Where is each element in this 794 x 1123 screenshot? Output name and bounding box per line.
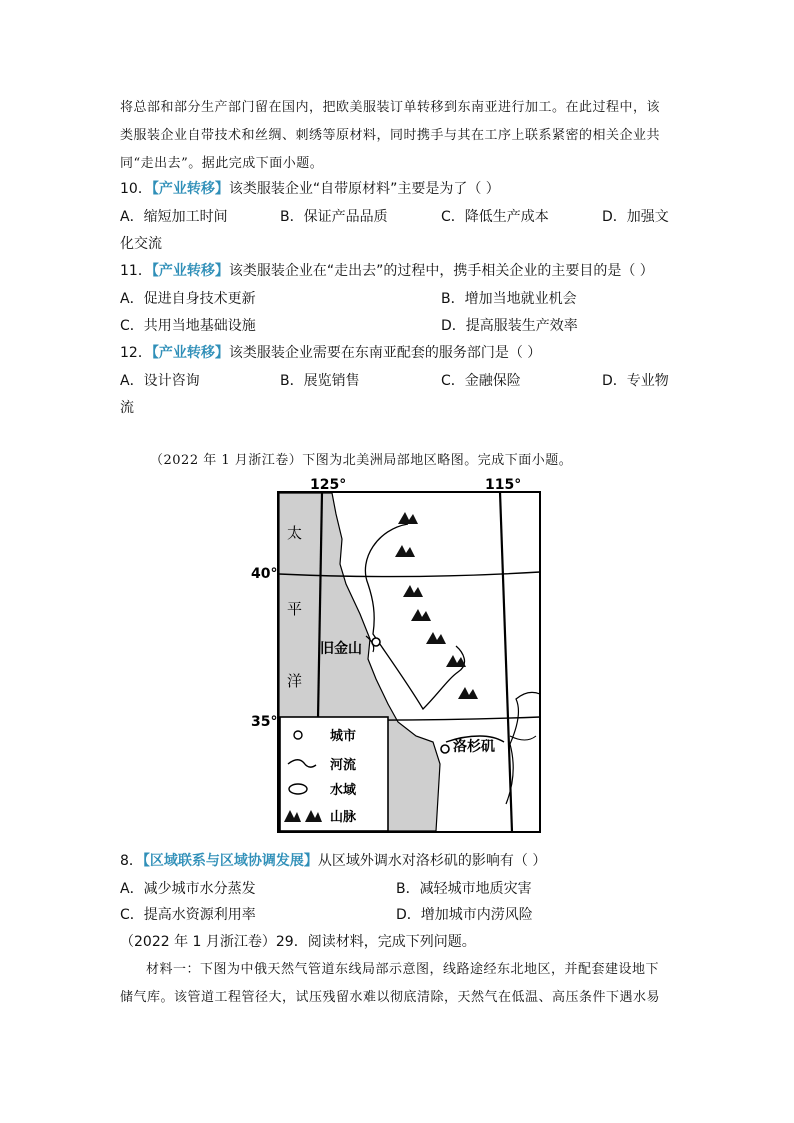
q10-option-a: A．缩短加工时间 xyxy=(120,209,228,225)
label-lat-35: 35° xyxy=(251,714,278,730)
legend-label-water: 水域 xyxy=(330,783,357,798)
q8-option-c: C．提高水资源利用率 xyxy=(120,907,256,923)
label-ocean-3: 洋 xyxy=(287,672,303,690)
question-tag: 【产业转移】 xyxy=(151,181,229,197)
q12-option-d-wrap: 流 xyxy=(120,400,134,416)
q11-option-b: B．增加当地就业机会 xyxy=(441,291,577,307)
legend-city-icon xyxy=(294,731,302,739)
q12-option-a: A．设计咨询 xyxy=(120,373,200,389)
label-ocean-2: 平 xyxy=(287,600,303,618)
question-stem: 该类服装企业需要在东南亚配套的服务部门是（ ） xyxy=(228,345,542,361)
question-12 xyxy=(120,342,541,362)
q12-option-b: B．展览销售 xyxy=(280,373,360,389)
q10-option-c: C．降低生产成本 xyxy=(441,209,549,225)
question-8 xyxy=(120,850,546,870)
question-tag: 【产业转移】 xyxy=(151,263,229,279)
city-los-angeles xyxy=(441,745,449,753)
question-stem: 从区域外调水对洛杉矶的影响有（ ） xyxy=(317,853,547,869)
map-intro: （2022 年 1 月浙江卷）下图为北美洲局部地区略图。完成下面小题。 xyxy=(150,453,573,468)
intro-line-3: 同“走出去”。据此完成下面小题。 xyxy=(120,156,324,171)
label-san-francisco: 旧金山 xyxy=(320,641,362,657)
label-los-angeles: 洛杉矶 xyxy=(453,739,495,755)
question-stem: 该类服装企业“自带原材料”主要是为了（ ） xyxy=(228,181,500,197)
question-number: 12． xyxy=(120,345,152,361)
q8-option-a: A．减少城市水分蒸发 xyxy=(120,881,256,897)
question-11 xyxy=(120,260,654,280)
label-lon-115: 115° xyxy=(485,477,522,493)
label-ocean-1: 太 xyxy=(287,524,303,542)
legend-water-icon xyxy=(289,784,307,794)
question-29-heading: （2022 年 1 月浙江卷）29．阅读材料，完成下列问题。 xyxy=(120,934,476,950)
q10-option-b: B．保证产品品质 xyxy=(280,209,388,225)
question-stem: 该类服装企业在“走出去”的过程中，携手相关企业的主要目的是（ ） xyxy=(228,263,654,279)
q12-option-d: D．专业物 xyxy=(602,373,669,389)
north-america-map xyxy=(248,474,548,838)
intro-line-2: 类服装企业自带技术和丝绸、刺绣等原材料，同时携手与其在工序上联系紧密的相关企业共 xyxy=(120,128,661,143)
label-lat-40: 40° xyxy=(251,566,278,582)
material-1-line-2: 储气库。该管道工程管径大，试压残留水难以彻底清除，天然气在低温、高压条件下遇水易 xyxy=(120,990,661,1005)
question-10 xyxy=(120,178,500,198)
material-1-line-1: 材料一：下图为中俄天然气管道东线局部示意图，线路途经东北地区，并配套建设地下 xyxy=(146,962,660,977)
question-number: 10． xyxy=(120,181,152,197)
legend-label-city: 城市 xyxy=(330,729,357,744)
q11-option-d: D．提高服装生产效率 xyxy=(441,318,578,334)
q10-option-d-wrap: 化交流 xyxy=(120,236,162,252)
q11-option-a: A．促进自身技术更新 xyxy=(120,291,256,307)
question-tag: 【区域联系与区域协调发展】 xyxy=(142,853,318,869)
intro-line-1: 将总部和部分生产部门留在国内，把欧美服装订单转移到东南亚进行加工。在此过程中，该 xyxy=(120,100,661,115)
city-san-francisco xyxy=(372,638,380,646)
q11-option-c: C．共用当地基础设施 xyxy=(120,318,256,334)
q8-option-b: B．减轻城市地质灾害 xyxy=(396,881,532,897)
label-lon-125: 125° xyxy=(310,477,347,493)
legend-label-mountain: 山脉 xyxy=(330,810,357,825)
legend-label-river: 河流 xyxy=(330,758,357,773)
q12-option-c: C．金融保险 xyxy=(441,373,521,389)
question-tag: 【产业转移】 xyxy=(151,345,229,361)
q10-option-d: D．加强文 xyxy=(602,209,669,225)
q8-option-d: D．增加城市内涝风险 xyxy=(396,907,533,923)
question-number: 8． xyxy=(120,853,143,869)
question-number: 11． xyxy=(120,263,152,279)
